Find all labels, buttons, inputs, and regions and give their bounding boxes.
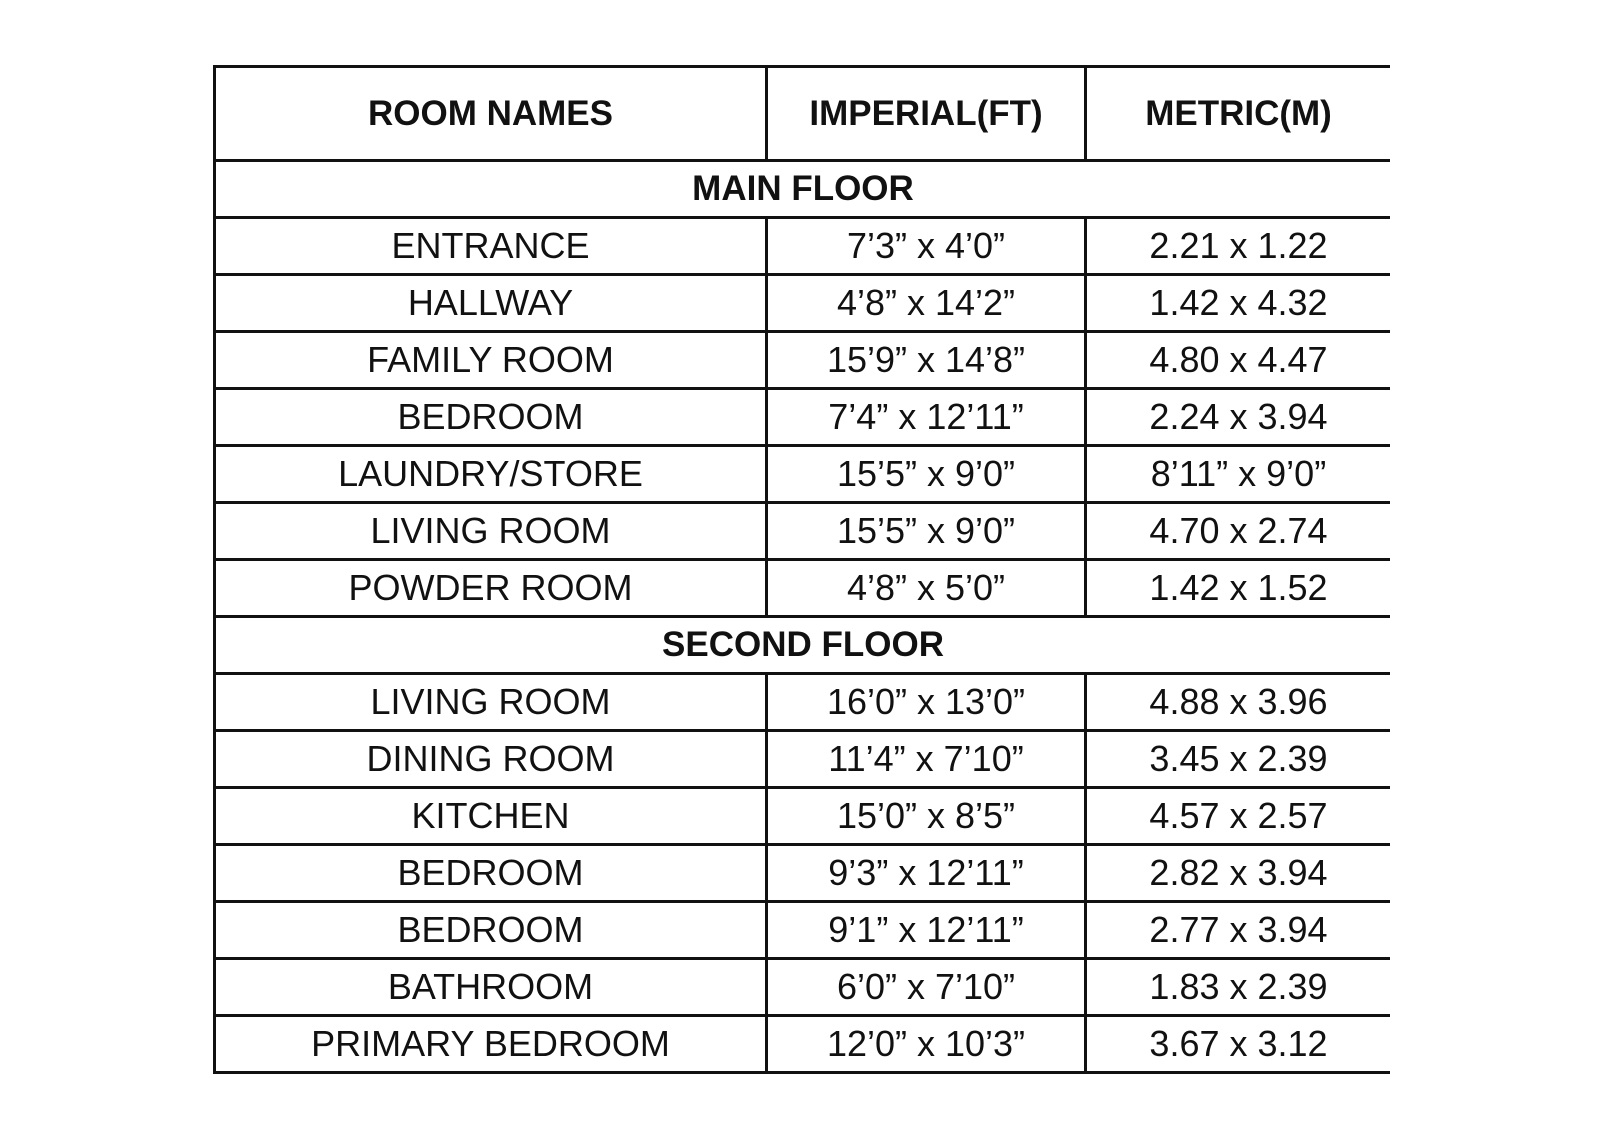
room-name-cell: FAMILY ROOM (215, 332, 767, 389)
room-name-cell: HALLWAY (215, 275, 767, 332)
metric-cell: 1.42 x 4.32 (1086, 275, 1391, 332)
metric-cell: 2.21 x 1.22 (1086, 218, 1391, 275)
room-name-cell: POWDER ROOM (215, 560, 767, 617)
table-row (215, 560, 1391, 617)
metric-cell: 4.80 x 4.47 (1086, 332, 1391, 389)
table-row (215, 218, 1391, 275)
room-name-cell: BEDROOM (215, 845, 767, 902)
header-imperial: IMPERIAL(FT) (767, 67, 1086, 161)
table-row (215, 959, 1391, 1016)
room-name-cell: BATHROOM (215, 959, 767, 1016)
room-name-cell: DINING ROOM (215, 731, 767, 788)
header-room-names: ROOM NAMES (215, 67, 767, 161)
table-row (215, 731, 1391, 788)
room-dimensions-table (213, 65, 1390, 1074)
imperial-cell: 15’5” x 9’0” (767, 446, 1086, 503)
metric-cell: 1.83 x 2.39 (1086, 959, 1391, 1016)
room-name-cell: BEDROOM (215, 902, 767, 959)
metric-cell: 4.88 x 3.96 (1086, 674, 1391, 731)
metric-cell: 4.57 x 2.57 (1086, 788, 1391, 845)
table-row (215, 503, 1391, 560)
imperial-cell: 4’8” x 14’2” (767, 275, 1086, 332)
table-row (215, 845, 1391, 902)
section-row-second-floor (215, 617, 1391, 674)
room-name-cell: LIVING ROOM (215, 674, 767, 731)
room-name-cell: LIVING ROOM (215, 503, 767, 560)
metric-cell: 3.45 x 2.39 (1086, 731, 1391, 788)
imperial-cell: 11’4” x 7’10” (767, 731, 1086, 788)
table-row (215, 1016, 1391, 1073)
table-row (215, 332, 1391, 389)
imperial-cell: 9’3” x 12’11” (767, 845, 1086, 902)
metric-cell: 4.70 x 2.74 (1086, 503, 1391, 560)
section-row-main-floor (215, 161, 1391, 218)
imperial-cell: 6’0” x 7’10” (767, 959, 1086, 1016)
table-row (215, 389, 1391, 446)
imperial-cell: 15’0” x 8’5” (767, 788, 1086, 845)
table-row (215, 788, 1391, 845)
metric-cell: 2.77 x 3.94 (1086, 902, 1391, 959)
table-row (215, 674, 1391, 731)
table-row (215, 902, 1391, 959)
room-dimensions-table-wrapper (213, 65, 1390, 1075)
room-name-cell: LAUNDRY/STORE (215, 446, 767, 503)
imperial-cell: 9’1” x 12’11” (767, 902, 1086, 959)
room-name-cell: KITCHEN (215, 788, 767, 845)
room-name-cell: BEDROOM (215, 389, 767, 446)
table-row (215, 446, 1391, 503)
imperial-cell: 7’3” x 4’0” (767, 218, 1086, 275)
imperial-cell: 12’0” x 10’3” (767, 1016, 1086, 1073)
metric-cell: 2.24 x 3.94 (1086, 389, 1391, 446)
room-name-cell: PRIMARY BEDROOM (215, 1016, 767, 1073)
room-name-cell: ENTRANCE (215, 218, 767, 275)
header-metric: METRIC(M) (1086, 67, 1391, 161)
section-title-main-floor: MAIN FLOOR (215, 161, 1391, 218)
imperial-cell: 15’5” x 9’0” (767, 503, 1086, 560)
imperial-cell: 16’0” x 13’0” (767, 674, 1086, 731)
table-row (215, 275, 1391, 332)
metric-cell: 1.42 x 1.52 (1086, 560, 1391, 617)
header-row (215, 67, 1391, 161)
imperial-cell: 7’4” x 12’11” (767, 389, 1086, 446)
metric-cell: 3.67 x 3.12 (1086, 1016, 1391, 1073)
imperial-cell: 15’9” x 14’8” (767, 332, 1086, 389)
metric-cell: 8’11” x 9’0” (1086, 446, 1391, 503)
section-title-second-floor: SECOND FLOOR (215, 617, 1391, 674)
metric-cell: 2.82 x 3.94 (1086, 845, 1391, 902)
imperial-cell: 4’8” x 5’0” (767, 560, 1086, 617)
